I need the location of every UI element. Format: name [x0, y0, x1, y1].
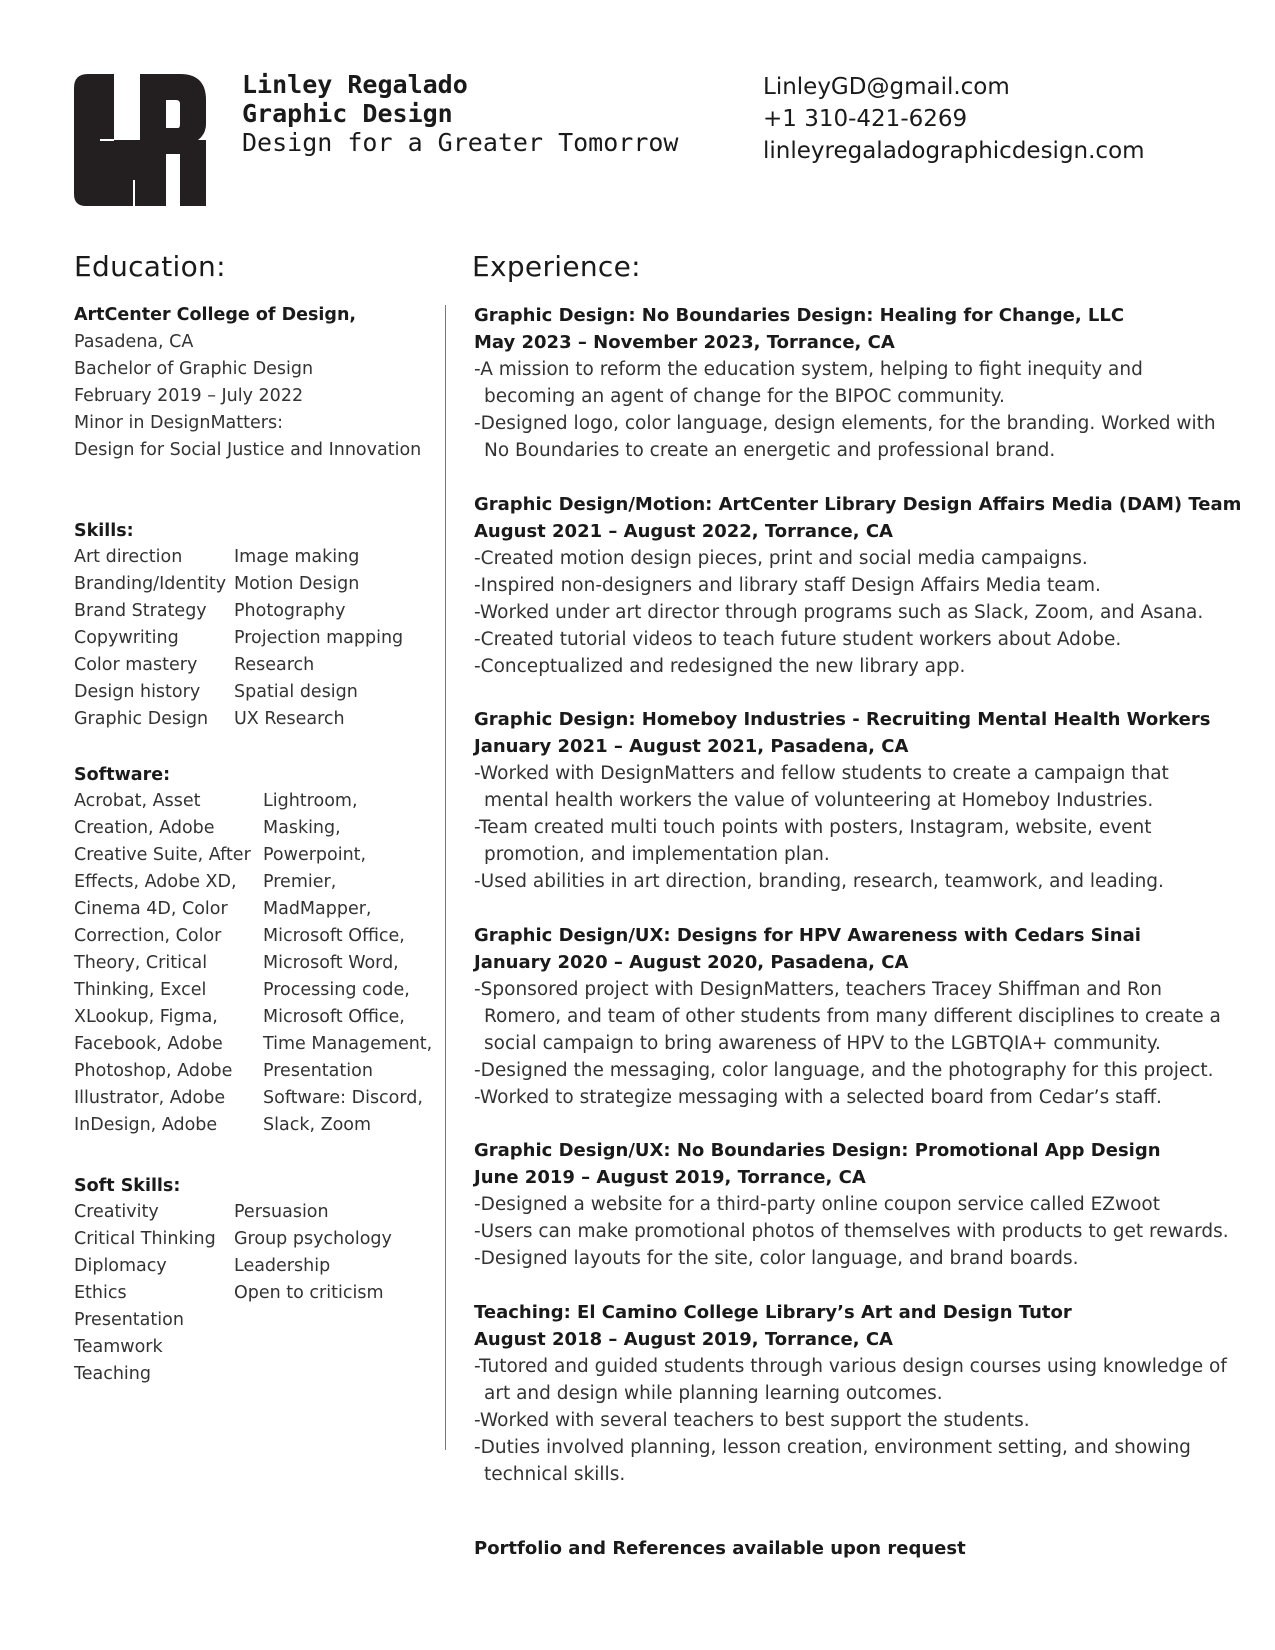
soft-skill-item: Teaching — [74, 1364, 151, 1384]
experience-list — [474, 302, 1242, 1514]
skill-item: Design history — [74, 682, 201, 702]
soft-skill-item: Teamwork — [74, 1337, 163, 1357]
education-line: Bachelor of Graphic Design — [74, 359, 314, 379]
experience-date: June 2019 – August 2019, Torrance, CA — [474, 1167, 866, 1188]
experience-bullet: -Users can make promotional photos of themselves with products to get rewards. — [474, 1221, 1229, 1242]
soft-skill-item: Group psychology — [234, 1229, 392, 1249]
skill-item: Graphic Design — [74, 709, 209, 729]
soft-skill-item: Leadership — [234, 1256, 331, 1276]
experience-date: August 2021 – August 2022, Torrance, CA — [474, 520, 893, 542]
software-item: Correction, Color — [74, 926, 222, 946]
skill-item: Art direction — [74, 547, 183, 567]
skill-item: Branding/Identity — [74, 574, 227, 594]
experience-bullet: -Worked to strategize messaging with a selected board from Cedar’s staff. — [474, 1086, 1162, 1108]
experience-date: August 2018 – August 2019, Torrance, CA — [474, 1328, 893, 1350]
skill-item: Color mastery — [74, 655, 198, 675]
skill-item: Copywriting — [74, 628, 179, 648]
experience-bullet: -Worked with DesignMatters and fellow students to create a campaign that mental health workers the value of volunteering at Homeboy Industries. — [474, 763, 1169, 811]
education-heading: Education: — [74, 250, 226, 283]
experience-entry — [474, 922, 1234, 1111]
experience-entry — [474, 302, 1234, 464]
experience-bullet: -Created motion design pieces, print and social media campaigns. — [474, 547, 1088, 569]
skill-item: Spatial design — [234, 682, 358, 702]
software-item: Slack, Zoom — [263, 1115, 372, 1135]
software-item: Cinema 4D, Color — [74, 899, 228, 919]
software-item: Microsoft Word, — [263, 953, 399, 973]
experience-bullet: -Conceptualized and redesigned the new library app. — [474, 655, 966, 677]
skill-item: Photography — [234, 601, 346, 621]
experience-entry — [474, 1137, 1234, 1272]
skill-item: Motion Design — [234, 574, 360, 594]
experience-title: Graphic Design/UX: Designs for HPV Awareness with Cedars Sinai — [474, 924, 1141, 946]
experience-entry — [474, 1299, 1234, 1488]
education-line: February 2019 – July 2022 — [74, 386, 304, 406]
software-item: Creative Suite, After — [74, 845, 251, 865]
soft-skill-item: Diplomacy — [74, 1256, 167, 1276]
experience-bullet: -Team created multi touch points with posters, Instagram, website, event promotion, and implementation plan. — [474, 817, 1152, 865]
experience-bullet: -Designed layouts for the site, color language, and brand boards. — [474, 1248, 1079, 1269]
experience-entry — [474, 491, 1242, 680]
experience-title: Teaching: El Camino College Library’s Art and Design Tutor — [474, 1301, 1072, 1323]
software-item: Acrobat, Asset — [74, 791, 201, 811]
software-item: Photoshop, Adobe — [74, 1061, 233, 1081]
software-item: Illustrator, Adobe — [74, 1088, 226, 1108]
software-item: InDesign, Adobe — [74, 1115, 218, 1135]
software-item: Processing code, — [263, 980, 410, 1000]
software-item: Presentation — [263, 1061, 373, 1081]
software-item: Creation, Adobe — [74, 818, 215, 838]
software-item: Effects, Adobe XD, — [74, 872, 237, 892]
software-item: Software: Discord, — [263, 1088, 423, 1108]
experience-bullet: -A mission to reform the education system, helping to fight inequity and becoming an agent of change for the BIPOC community. — [474, 359, 1143, 407]
soft-skills-label: Soft Skills: — [74, 1176, 181, 1196]
software-item: Thinking, Excel — [74, 980, 207, 1000]
soft-skills-column-2 — [234, 1199, 392, 1307]
experience-bullet: -Used abilities in art direction, branding, research, teamwork, and leading. — [474, 871, 1164, 892]
software-label: Software: — [74, 765, 171, 785]
soft-skills-column-1 — [74, 1199, 216, 1388]
software-item: Theory, Critical — [74, 953, 208, 973]
experience-date: January 2021 – August 2021, Pasadena, CA — [474, 736, 909, 757]
soft-skill-item: Presentation — [74, 1310, 184, 1330]
software-item: Lightroom, — [263, 791, 358, 811]
software-item: Facebook, Adobe — [74, 1034, 223, 1054]
experience-bullet: -Tutored and guided students through various design courses using knowledge of art and design while planning learning outcomes. — [474, 1355, 1227, 1404]
education-line: Pasadena, CA — [74, 332, 194, 352]
software-column-1 — [74, 788, 251, 1139]
contact-email[interactable]: LinleyGD@gmail.com — [763, 74, 1010, 100]
experience-title: Graphic Design/Motion: ArtCenter Library Design Affairs Media (DAM) Team — [474, 493, 1242, 515]
experience-date: May 2023 – November 2023, Torrance, CA — [474, 332, 895, 353]
software-item: Microsoft Office, — [263, 1007, 405, 1027]
skills-column-1 — [74, 544, 226, 733]
skill-item: Image making — [234, 547, 360, 567]
education-line: Minor in DesignMatters: — [74, 413, 283, 433]
header-title: Graphic Design — [242, 99, 453, 128]
experience-title: Graphic Design: No Boundaries Design: Healing for Change, LLC — [474, 305, 1125, 326]
experience-bullet: -Inspired non-designers and library staff Design Affairs Media team. — [474, 574, 1101, 596]
header-tagline: Design for a Greater Tomorrow — [242, 128, 679, 157]
skills-column-2 — [234, 544, 403, 733]
education-line: Design for Social Justice and Innovation — [74, 440, 422, 460]
soft-skill-item: Persuasion — [234, 1202, 329, 1222]
experience-bullet: -Created tutorial videos to teach future student workers about Adobe. — [474, 628, 1122, 650]
experience-title: Graphic Design: Homeboy Industries - Recruiting Mental Health Workers — [474, 709, 1211, 730]
experience-title: Graphic Design/UX: No Boundaries Design: Promotional App Design — [474, 1140, 1161, 1161]
contact-website[interactable]: linleyregaladographicdesign.com — [763, 138, 1145, 164]
software-item: Premier, — [263, 872, 337, 892]
skill-item: Brand Strategy — [74, 601, 207, 621]
soft-skill-item: Creativity — [74, 1202, 159, 1222]
soft-skill-item: Ethics — [74, 1283, 127, 1303]
software-item: Powerpoint, — [263, 845, 367, 865]
experience-bullet: -Worked with several teachers to best support the students. — [474, 1409, 1030, 1431]
experience-entry — [474, 706, 1234, 895]
experience-heading: Experience: — [472, 250, 641, 283]
experience-bullet: -Designed the messaging, color language, and the photography for this project. — [474, 1059, 1214, 1081]
software-column-2 — [263, 788, 432, 1139]
skills-label: Skills: — [74, 521, 134, 541]
experience-date: January 2020 – August 2020, Pasadena, CA — [474, 951, 909, 973]
software-item: Masking, — [263, 818, 341, 838]
header-name: Linley Regalado — [242, 70, 468, 99]
column-divider — [445, 305, 446, 1450]
education-school: ArtCenter College of Design, — [74, 305, 357, 325]
experience-bullet: -Designed a website for a third-party online coupon service called EZwoot — [474, 1194, 1160, 1215]
experience-bullet: -Designed logo, color language, design elements, for the branding. Worked with No Boundaries to create an energetic and professional brand. — [474, 413, 1216, 461]
education-block — [74, 302, 434, 464]
soft-skill-item: Critical Thinking — [74, 1229, 216, 1249]
experience-bullet: -Duties involved planning, lesson creation, environment setting, and showing technical skills. — [474, 1436, 1191, 1485]
software-item: XLookup, Figma, — [74, 1007, 218, 1027]
skill-item: Projection mapping — [234, 628, 404, 648]
skill-item: UX Research — [234, 709, 345, 729]
contact-phone[interactable]: +1 310-421-6269 — [763, 106, 968, 132]
footer-note: Portfolio and References available upon request — [474, 1538, 966, 1559]
experience-bullet: -Worked under art director through programs such as Slack, Zoom, and Asana. — [474, 601, 1204, 623]
soft-skill-item: Open to criticism — [234, 1283, 384, 1303]
skill-item: Research — [234, 655, 315, 675]
lr-monogram-logo — [74, 74, 206, 206]
experience-bullet: -Sponsored project with DesignMatters, teachers Tracey Shiffman and Ron Romero, and team of other students from many different disciplines to create a social campaign to bring awareness of HPV to the LGBTQIA+ community. — [474, 978, 1221, 1054]
software-item: Microsoft Office, — [263, 926, 405, 946]
software-item: MadMapper, — [263, 899, 372, 919]
software-item: Time Management, — [263, 1034, 433, 1054]
